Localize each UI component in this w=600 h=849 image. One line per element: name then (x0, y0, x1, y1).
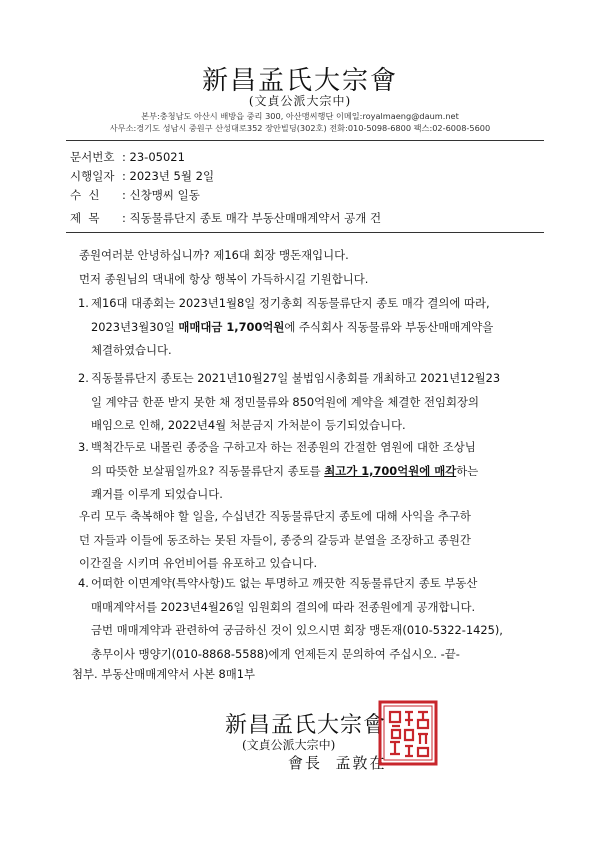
item-2-line-2: 일 계약금 한푼 받지 못한 채 정민물류와 850억원에 계약을 체결한 전임회장의 (91, 394, 480, 409)
item-1-line-1: 제16대 대종회는 2023년1월8일 정기총회 직동물류단지 종토 매각 결의에 따라, (91, 296, 490, 310)
item-3-line-2c: 하는 (456, 463, 479, 478)
item-2-line-3: 배임으로 인해, 2022년4월 처분금지 가처분이 등기되었습니다. (91, 418, 406, 432)
item-2 (78, 367, 556, 438)
letterhead-subtitle: (文貞公派大宗中) (248, 94, 352, 108)
item-4-line-3: 금번 매매계약과 관련하여 궁금하신 것이 있으시면 회장 맹돈재(010-5322-1425), (91, 623, 503, 637)
meta-recipient-value: : 신창맹씨 일동 (122, 188, 200, 202)
item-1-line-2c: 에 주식회사 직동물류와 부동산매매계약을 (284, 319, 494, 334)
item-3-line-2 (91, 460, 545, 484)
letterhead-address-1: 본부:충청남도 아산시 배방읍 중리 300, 아산맹씨행단 이메일:royalmaeng@daum.net (141, 111, 459, 121)
item-1-line-2 (91, 316, 545, 340)
intro-paragraph (79, 244, 549, 291)
item-3b-line-2: 던 자들과 이들에 동조하는 못된 자들이, 종중의 갈등과 분열을 조장하고 종원간 (79, 532, 471, 547)
meta-doc-no (70, 149, 185, 165)
meta-subject-value: : 직동물류단지 종토 매각 부동산매매계약서 공개 건 (122, 211, 382, 225)
item-3-line-2a: 의 따뜻한 보살핌일까요? 직동물류단지 종토를 (91, 463, 325, 478)
intro-line-2: 먼저 종원님의 댁내에 항상 행복이 가득하시길 기원합니다. (79, 271, 369, 286)
item-4-number: 4. (78, 576, 89, 590)
meta-date (70, 168, 214, 184)
meta-subject-label: 제 목 (70, 211, 100, 225)
meta-doc-no-value: : 23-05021 (122, 150, 185, 164)
meta-recipient (70, 187, 200, 203)
item-1-line-2a: 2023년3월30일 (91, 319, 179, 334)
item-4-line-4: 총무이사 맹양기(010-8868-5588)에게 언제든지 문의하여 주십시오. -끝- (91, 646, 460, 661)
divider-top (66, 140, 544, 141)
signature-chairman: 會長 孟敦在 (288, 754, 387, 772)
seal-glyphs (390, 712, 428, 756)
highest-price-highlight: 최고가 1,700억원에 매각 (324, 463, 457, 478)
item-1 (78, 292, 556, 363)
item-2-number: 2. (78, 371, 89, 385)
item-3-line-1: 백척간두로 내몰린 종중을 구하고자 하는 전종원의 간절한 염원에 대한 조상님 (91, 440, 476, 454)
item-3-line-3: 쾌거를 이루게 되었습니다. (91, 487, 223, 501)
item-3b-line-3: 이간질을 시키며 유언비어를 유포하고 있습니다. (79, 556, 318, 570)
item-2-line-1: 직동물류단지 종토는 2021년10월27일 불법임시총회를 개최하고 2021년12월23 (91, 371, 501, 385)
meta-doc-no-label: 문서번호 (70, 150, 115, 164)
item-1-line-3: 체결하였습니다. (91, 343, 172, 357)
item-3b-line-1: 우리 모두 축복해야 할 일을, 수십년간 직동물류단지 종토에 대해 사익을 추구하 (79, 509, 471, 523)
meta-date-label: 시행일자 (70, 169, 115, 183)
item-4 (78, 572, 556, 666)
item-3 (78, 436, 556, 507)
signature-subtitle: (文貞公派大宗中) (242, 738, 336, 752)
meta-recipient-label: 수 신 (70, 188, 100, 202)
signature-org-name: 新昌孟氏大宗會 (225, 713, 387, 738)
item-3-number: 3. (78, 440, 89, 454)
letterhead-title: 新昌孟氏大宗會 (201, 66, 398, 96)
item-4-line-2: 매매계약서를 2023년4월26일 임원회의 결의에 따라 전종원에게 공개합니다. (91, 599, 476, 614)
attachment-note: 첨부. 부동산매매계약서 사본 8매1부 (72, 667, 256, 681)
item-3-continuation (79, 505, 549, 576)
item-4-line-1: 어떠한 이면계약(특약사항)도 없는 투명하고 깨끗한 직동물류단지 종토 부동산 (91, 576, 478, 590)
official-seal-icon (378, 700, 438, 766)
meta-date-value: : 2023년 5월 2일 (122, 169, 215, 183)
divider-bottom (66, 232, 544, 233)
letterhead-address-2: 사무소:경기도 성남시 중원구 산성대로352 장안빌딩(302호) 전화:010-5098-6800 팩스:02-6008-5600 (109, 123, 491, 133)
item-1-number: 1. (78, 296, 89, 310)
meta-subject (70, 210, 381, 226)
sale-price-highlight: 매매대금 1,700억원 (178, 319, 285, 334)
intro-line-1: 종원여러분 안녕하십니까? 제16대 회장 맹돈재입니다. (79, 248, 349, 262)
